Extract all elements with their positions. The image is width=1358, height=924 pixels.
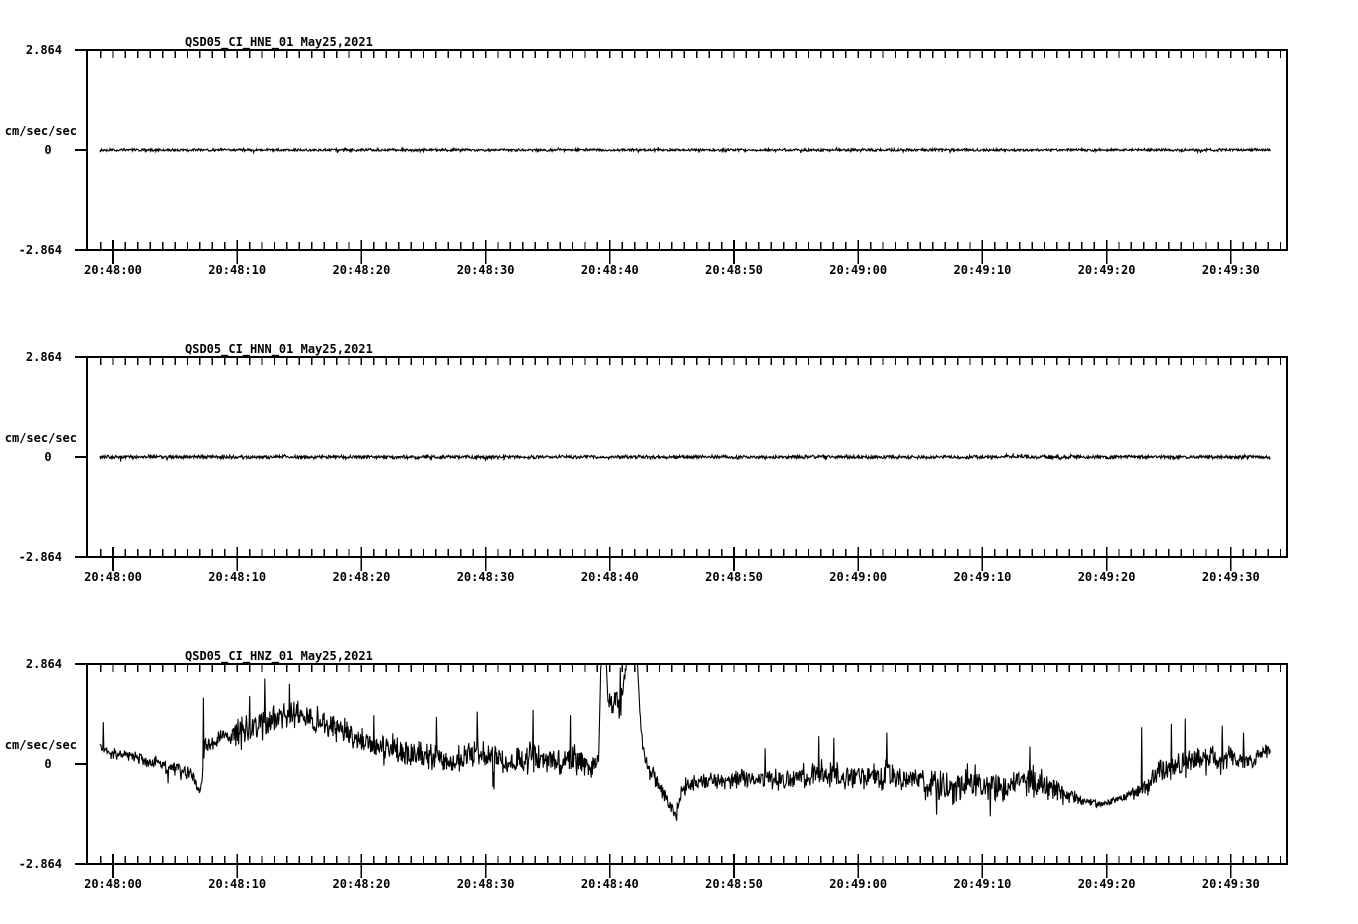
- xtick-label: 20:49:00: [829, 877, 888, 891]
- ytick-label-zero: 0: [44, 757, 52, 771]
- subplot-hnn: [5, 342, 1287, 584]
- subplot-hne: [5, 35, 1287, 277]
- ytick-label-zero: 0: [44, 143, 52, 157]
- xtick-label: 20:48:00: [84, 877, 142, 891]
- xtick-label: 20:48:20: [332, 877, 391, 891]
- xtick-label: 20:48:10: [208, 877, 267, 891]
- xtick-label: 20:48:10: [208, 263, 267, 277]
- xtick-label: 20:48:50: [705, 263, 763, 277]
- subplot-title: QSD05_CI_HNE_01 May25,2021: [185, 35, 373, 49]
- xtick-label: 20:48:00: [84, 263, 142, 277]
- xtick-label: 20:48:40: [580, 570, 639, 584]
- xtick-label: 20:48:20: [332, 570, 391, 584]
- trace-hne: [100, 147, 1270, 153]
- ytick-label-top: 2.864: [25, 657, 62, 671]
- xtick-label: 20:49:10: [953, 263, 1012, 277]
- ytick-label-bottom: -2.864: [18, 550, 62, 564]
- xtick-label: 20:48:00: [84, 570, 142, 584]
- xtick-label: 20:48:30: [456, 570, 515, 584]
- xtick-label: 20:48:50: [705, 877, 763, 891]
- subplot-title: QSD05_CI_HNN_01 May25,2021: [185, 342, 373, 356]
- xtick-label: 20:49:00: [829, 263, 888, 277]
- trace-hnz: [100, 664, 1270, 821]
- y-axis-units: cm/sec/sec: [4, 431, 77, 445]
- xtick-label: 20:49:30: [1201, 263, 1260, 277]
- xtick-label: 20:48:30: [456, 877, 515, 891]
- xtick-label: 20:49:30: [1201, 877, 1260, 891]
- xtick-label: 20:49:10: [953, 877, 1012, 891]
- plot-box: [87, 664, 1287, 864]
- trace-hnn: [100, 454, 1270, 462]
- xtick-label: 20:48:20: [332, 263, 391, 277]
- y-axis-units: cm/sec/sec: [4, 738, 77, 752]
- xtick-label: 20:49:30: [1201, 570, 1260, 584]
- ytick-label-bottom: -2.864: [18, 857, 62, 871]
- ytick-label-bottom: -2.864: [18, 243, 62, 257]
- ytick-label-top: 2.864: [25, 43, 62, 57]
- xtick-label: 20:49:20: [1077, 570, 1136, 584]
- y-axis-units: cm/sec/sec: [4, 124, 77, 138]
- ytick-label-top: 2.864: [25, 350, 62, 364]
- xtick-label: 20:48:50: [705, 570, 763, 584]
- xtick-label: 20:48:40: [580, 263, 639, 277]
- subplot-title: QSD05_CI_HNZ_01 May25,2021: [185, 649, 373, 663]
- xtick-label: 20:49:20: [1077, 263, 1136, 277]
- axes-hne: [75, 50, 1287, 264]
- axes-hnn: [75, 357, 1287, 571]
- ytick-label-zero: 0: [44, 450, 52, 464]
- xtick-label: 20:49:20: [1077, 877, 1136, 891]
- xtick-label: 20:49:00: [829, 570, 888, 584]
- xtick-label: 20:48:40: [580, 877, 639, 891]
- subplot-hnz: [5, 649, 1287, 891]
- xtick-label: 20:48:10: [208, 570, 267, 584]
- axes-hnz: [75, 664, 1287, 878]
- xtick-label: 20:48:30: [456, 263, 515, 277]
- xtick-label: 20:49:10: [953, 570, 1012, 584]
